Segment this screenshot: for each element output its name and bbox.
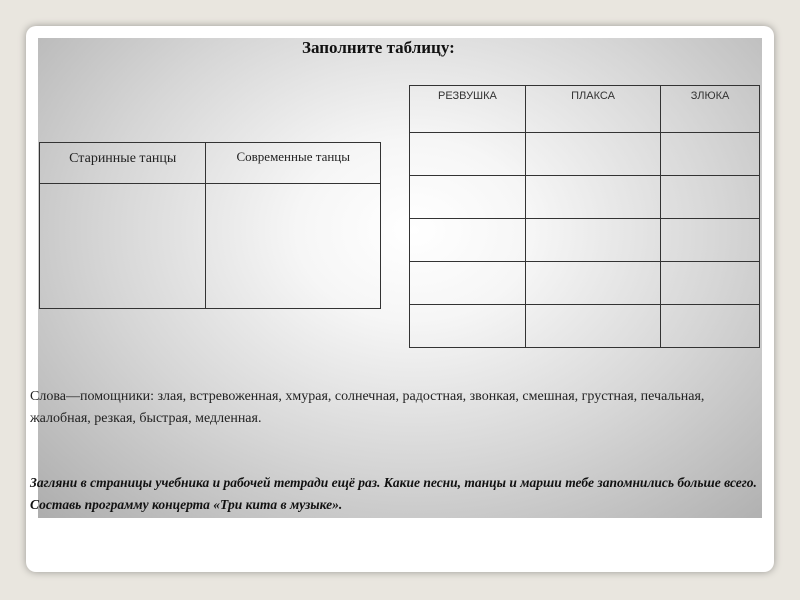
table-cell — [410, 219, 526, 262]
table-cell — [661, 219, 760, 262]
table-cell — [525, 176, 660, 219]
table-cell — [410, 262, 526, 305]
table-row — [410, 305, 760, 348]
header-modern-dances: Современные танцы — [206, 143, 381, 184]
character-table — [409, 85, 760, 348]
old-dances-cell — [40, 184, 206, 309]
table-cell — [661, 305, 760, 348]
dance-table-header-row — [40, 143, 381, 184]
helper-words: Слова—помощники: злая, встревоженная, хмурая, солнечная, радостная, звонкая, смешная, грустная, печальная, жалобная, резкая, быстрая, медленная. — [30, 389, 705, 426]
table-cell — [525, 262, 660, 305]
table-cell — [661, 262, 760, 305]
table-cell — [525, 133, 660, 176]
table-cell — [661, 176, 760, 219]
table-row — [40, 184, 381, 309]
table-cell — [410, 305, 526, 348]
table-row — [410, 133, 760, 176]
task-text: Загляни в страницы учебника и рабочей тетради ещё раз. Какие песни, танцы и марши тебе запомнились больше всего. Составь программу концерта «Три кита в музыке». — [30, 475, 757, 512]
dance-table — [39, 142, 381, 309]
header-plaksa: ПЛАКСА — [525, 86, 660, 133]
table-cell — [525, 219, 660, 262]
table-cell — [410, 133, 526, 176]
table-row — [410, 262, 760, 305]
table-row — [410, 219, 760, 262]
header-rezvushka: РЕЗВУШКА — [410, 86, 526, 133]
page-title: Заполните таблицу: — [302, 38, 455, 57]
table-cell — [661, 133, 760, 176]
table-cell — [410, 176, 526, 219]
table-cell — [525, 305, 660, 348]
header-zlyuka: ЗЛЮКА — [661, 86, 760, 133]
table-row — [410, 176, 760, 219]
character-table-header-row — [410, 86, 760, 133]
modern-dances-cell — [206, 184, 381, 309]
header-old-dances: Старинные танцы — [40, 143, 206, 184]
